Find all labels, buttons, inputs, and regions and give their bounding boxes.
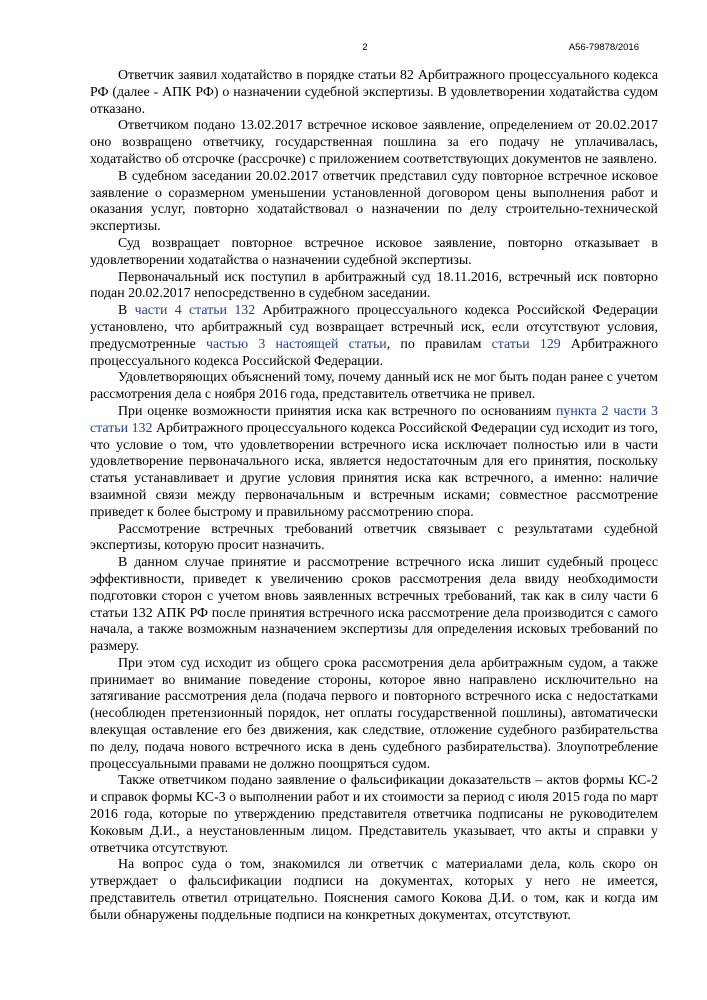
- paragraph-6-text-3: , по правилам: [386, 336, 492, 352]
- link-article-129[interactable]: статьи 129: [491, 336, 561, 352]
- paragraph-5: Первоначальный иск поступил в арбитражный суд 18.11.2016, встречный иск повторно подан 20.02.2017 непосредственно в судебном заседании.: [90, 269, 658, 302]
- page-number: 2: [362, 42, 368, 53]
- paragraph-8-text-2: Арбитражного процессуального кодекса Российской Федерации суд исходит из того, что условие о том, что удовлетворении встречного иска исключает полностью или в части удовлетворение первоначального иска, является недостаточным для его принятия, поскольку статья устанавливает и другие условия принятия иска как встречного, а именно: наличие взаимной связи между первоначальным и встречным исками; совместное рассмотрение приведет к более быстрому и правильному рассмотрению спора.: [90, 420, 659, 520]
- paragraph-9: Рассмотрение встречных требований ответчик связывает с результатами судебной экспертизы, которую просит назначить.: [90, 521, 658, 554]
- paragraph-3: В судебном заседании 20.02.2017 ответчик представил суду повторное встречное исковое заявление о соразмерном уменьшении установленной договором цены выполнения работ и оказания услуг, повторно ходатайствовал о назначении по делу строительно-технической экспертизы.: [90, 168, 658, 235]
- paragraph-8: [90, 404, 658, 522]
- paragraph-4: Суд возвращает повторное встречное исковое заявление, повторно отказывает в удовлетворении ходатайства о назначении судебной экспертизы.: [90, 235, 658, 268]
- paragraph-6: [90, 303, 658, 370]
- paragraph-7: Удовлетворяющих объяснений тому, почему данный иск не мог быть подан ранее с учетом рассмотрения дела с ноября 2016 года, представитель ответчика не привел.: [90, 370, 658, 403]
- link-part-4-article-132[interactable]: части 4 статьи 132: [134, 303, 256, 319]
- paragraph-1: Ответчик заявил ходатайство в порядке статьи 82 Арбитражного процессуального кодекса РФ (далее - АПК РФ) о назначении судебной экспертизы. В удовлетворении ходатайства судом отказано.: [90, 68, 658, 117]
- case-number: А56-79878/2016: [568, 42, 639, 53]
- document-body: [90, 68, 658, 925]
- paragraph-2: Ответчиком подано 13.02.2017 встречное исковое заявление, определением от 20.02.2017 оно возвращено ответчику, государственная пошлина за его подачу не уплачивалась, ходатайство об отсрочке (рассрочке) с приложением соответствующих документов не заявлено.: [90, 118, 658, 167]
- paragraph-6-text-2: Арбитражного процессуального кодекса Российской Федерации установлено, что арбитражный суд возвращает встречный иск, если отсутствуют условия, предусмотренные: [90, 303, 658, 352]
- paragraph-8-text-1: При оценке возможности принятия иска как встречного по основаниям: [118, 403, 556, 419]
- paragraph-12: Также ответчиком подано заявление о фальсификации доказательств – актов формы КС-2 и справок формы КС-3 о выполнении работ и их стоимости за период с июля 2015 года по март 2016 года, которые по утверждению представителя ответчика подписаны не руководителем Коковым Д.И., а неустановленным лицом. Представитель указывает, что акты и справки у ответчика отсутствуют.: [90, 773, 658, 856]
- link-item-2-part-3-article-132[interactable]: пункта 2 части 3 статьи 132: [90, 403, 658, 436]
- paragraph-11: При этом суд исходит из общего срока рассмотрения дела арбитражным судом, а также принимает во внимание поведение стороны, которое явно направлено исключительно на затягивание рассмотрения дела (подача первого и повторного встречного иска с недостатками (несоблюден претензионный порядок, нет оплаты государственной пошлины), автоматически влекущая оставление его без движения, как следствие, отложение судебного разбирательства по делу, подача нового встречного иска в день судебного разбирательства). Злоупотребление процессуальными правами не должно поощряться судом.: [90, 655, 658, 772]
- link-part-3-this-article[interactable]: частью 3 настоящей статьи: [206, 336, 387, 352]
- paragraph-6-text-1: В: [118, 303, 135, 319]
- paragraph-13: На вопрос суда о том, знакомился ли ответчик с материалами дела, коль скоро он утверждает о фальсификации подписи на документах, которых у него не имеется, представитель ответил отрицательно. Пояснения самого Кокова Д.И. о том, как и когда им были обнаружены поддельные подписи на конкретных документах, отсутствуют.: [90, 857, 658, 923]
- paragraph-10: В данном случае принятие и рассмотрение встречного иска лишит судебный процесс эффективности, приведет к увеличению сроков рассмотрения дела ввиду необходимости подготовки сторон с учетом вновь заявленных встречных требований, так как в силу части 6 статьи 132 АПК РФ после принятия встречного иска рассмотрение дела производится с самого начала, а также возможным назначением экспертизы для определения исковых требований по размеру.: [90, 555, 658, 655]
- paragraph-6-text-4: Арбитражного процессуального кодекса Российской Федерации.: [90, 336, 659, 369]
